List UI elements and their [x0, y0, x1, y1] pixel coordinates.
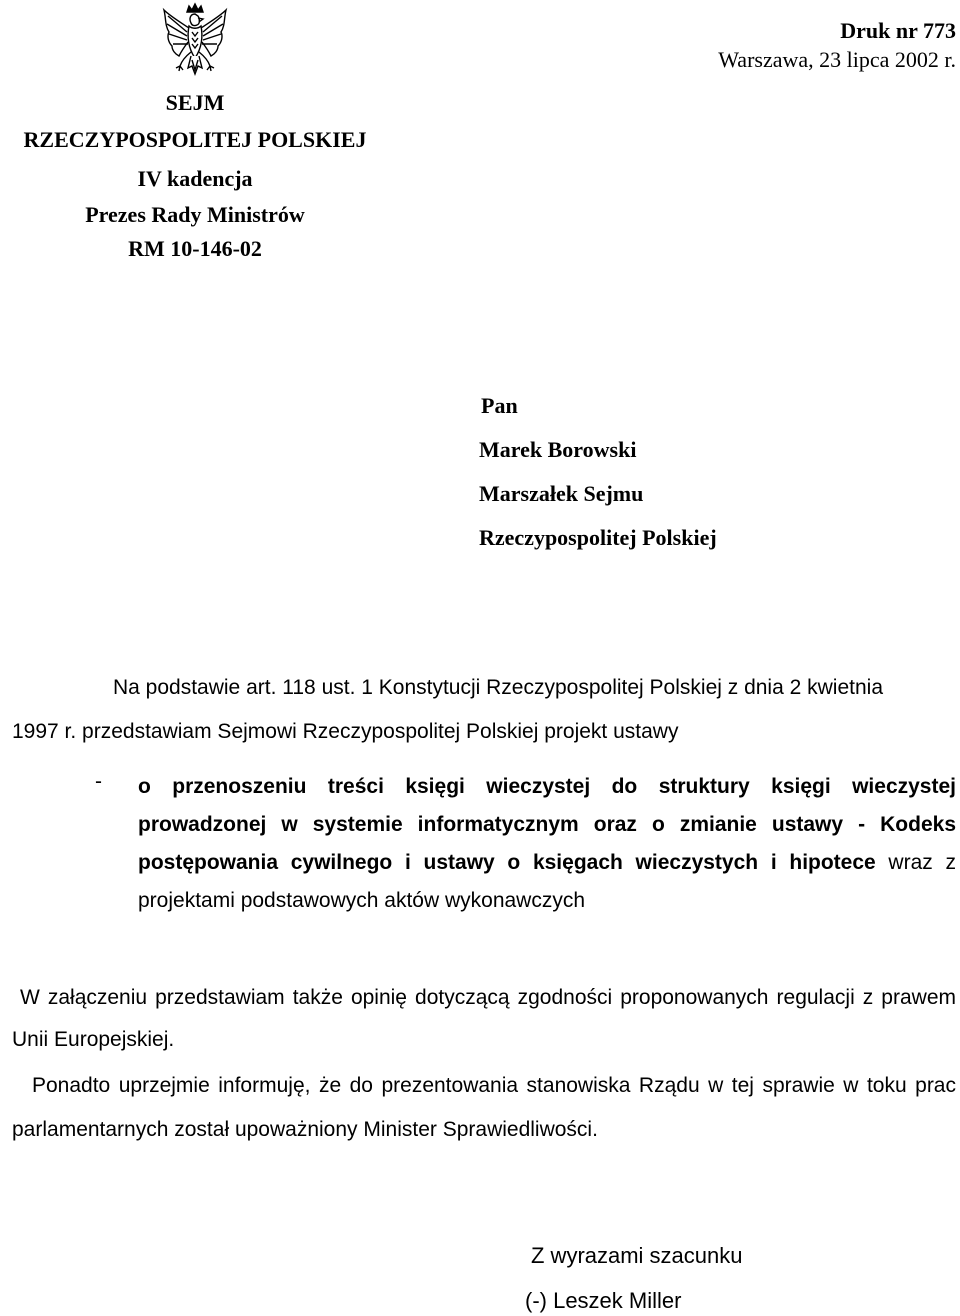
closing-regards: Z wyrazami szacunku: [531, 1243, 743, 1268]
bullet-dash: -: [95, 770, 102, 793]
institution-sejm: SEJM: [165, 90, 225, 115]
bill-title: o przenoszeniu treści księgi wieczystej do struktury księgi wieczystej prowadzonej w systemie informatycznym oraz o zmianie ustawy - Kodeks postępowania cywilnego i ustawy o księgach wieczystych i hipotece: [138, 775, 956, 874]
institution-term: IV kadencja: [137, 166, 253, 191]
sender: Prezes Rady Ministrów: [85, 202, 305, 227]
reference-number: RM 10-146-02: [128, 236, 262, 261]
institution-name: RZECZYPOSPOLITEJ POLSKIEJ: [23, 127, 367, 152]
addressee-name: Marek Borowski: [479, 437, 637, 462]
polish-eagle-emblem-icon: [160, 2, 230, 86]
annex-paragraph: W załączeniu przedstawiam także opinię dotyczącą zgodności proponowanych regulacji z prawem Unii Europejskiej.: [12, 986, 956, 1051]
addressee-country: Rzeczypospolitej Polskiej: [479, 525, 717, 550]
print-number-text: Druk nr 773: [840, 18, 956, 43]
addressee-title: Marszałek Sejmu: [479, 481, 644, 506]
bill-title-paragraph: [138, 768, 956, 920]
intro-line-2: 1997 r. przedstawiam Sejmowi Rzeczypospolitej Polskiej projekt ustawy: [12, 720, 679, 743]
place-date: Warszawa, 23 lipca 2002 r.: [718, 47, 956, 72]
addressee-salutation: Pan: [481, 393, 518, 418]
print-number: [840, 17, 956, 45]
minister-paragraph: Ponadto uprzejmie informuję, że do prezentowania stanowiska Rządu w tej sprawie w toku prac parlamentarnych został upoważniony Minister Sprawiedliwości.: [12, 1074, 956, 1141]
bill-title-rest: wraz z projektami podstawowych aktów wykonawczych: [138, 851, 956, 912]
intro-line-1: Na podstawie art. 118 ust. 1 Konstytucji Rzeczypospolitej Polskiej z dnia 2 kwietnia: [113, 676, 883, 699]
signature: (-) Leszek Miller: [525, 1288, 682, 1313]
